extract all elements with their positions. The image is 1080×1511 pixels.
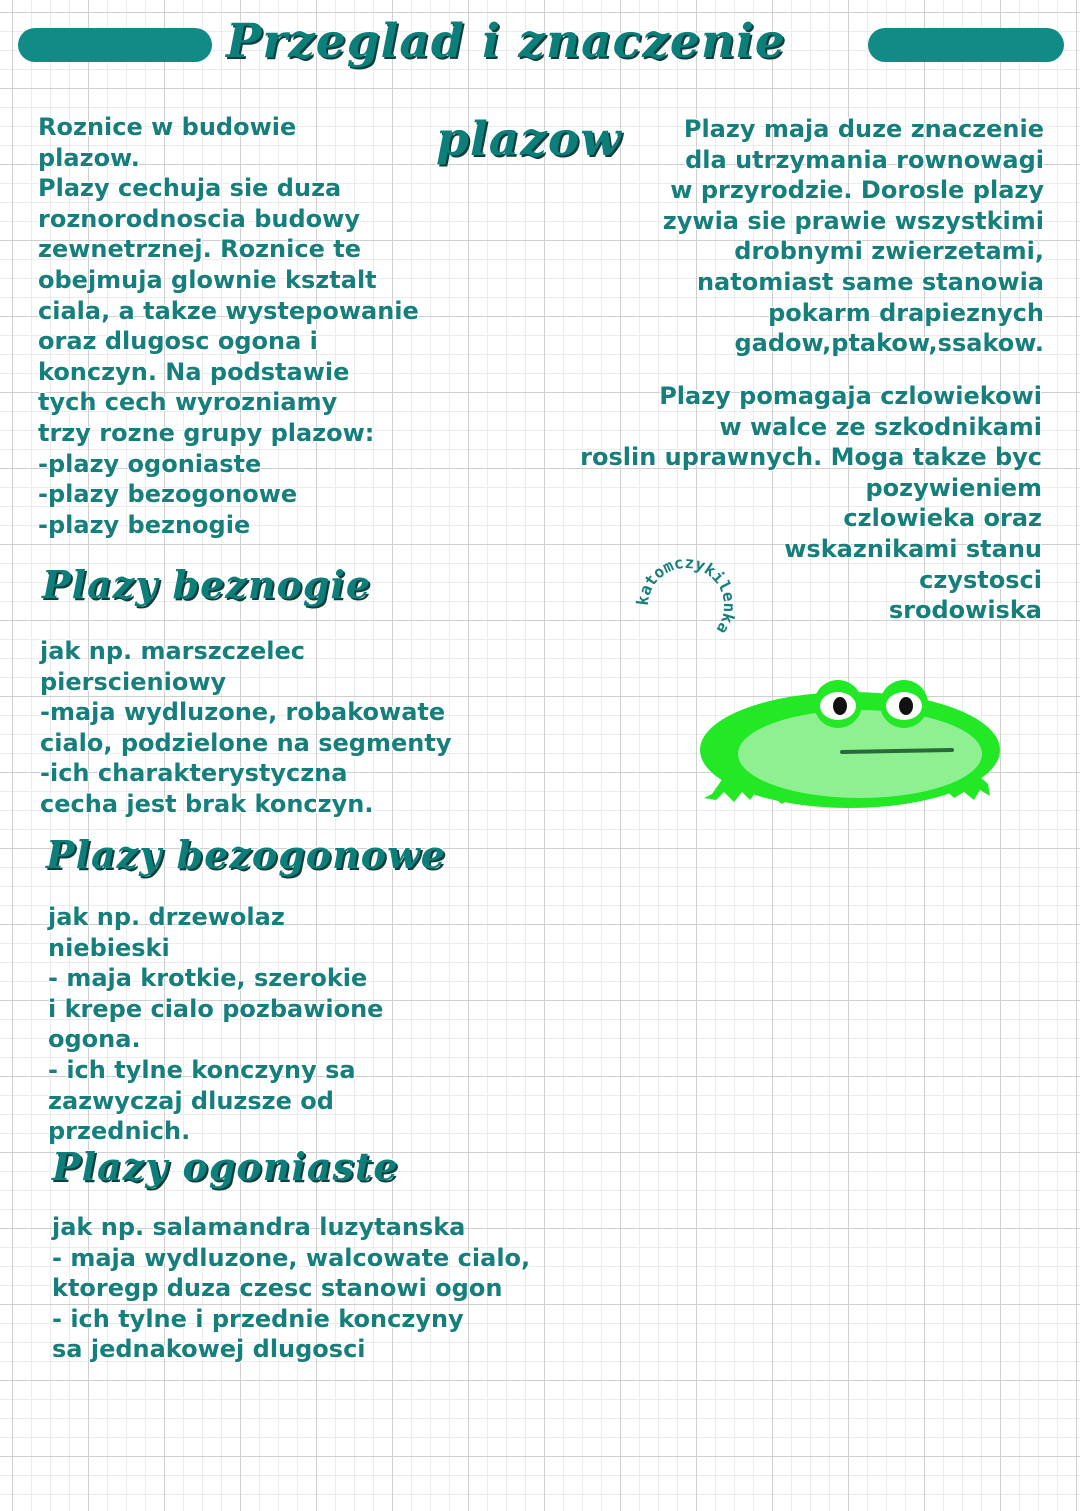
paragraph-line: czlowieka oraz — [843, 504, 1042, 533]
section-line: przednich. — [48, 1117, 191, 1146]
frog-belly — [738, 710, 982, 798]
section-line: -ich charakterystyczna — [40, 759, 348, 788]
intro-line: -plazy ogoniaste — [38, 449, 262, 478]
paragraph-line: srodowiska — [888, 596, 1042, 625]
paragraph-line: dla utrzymania rownowagi — [685, 145, 1044, 174]
section-line: niebieski — [48, 933, 170, 962]
section-line: sa jednakowej dlugosci — [52, 1335, 366, 1364]
section-line: jak np. marszczelec — [40, 637, 305, 665]
section-line: cecha jest brak konczyn. — [40, 789, 374, 818]
intro-line: Roznice w budowie — [38, 113, 297, 141]
intro-line: oraz dlugosc ogona i — [38, 327, 318, 356]
watermark-textpath: katomczykilenka — [632, 552, 740, 638]
paragraph-line: gadow,ptakow,ssakow. — [734, 329, 1044, 358]
importance-paragraph-1 — [663, 114, 1044, 359]
section-beznogie-text — [40, 636, 451, 820]
title-bar-right — [868, 28, 1064, 62]
intro-line: plazow. — [38, 143, 140, 172]
paragraph-line: natomiast same stanowia — [696, 267, 1044, 296]
section-line: pierscieniowy — [40, 667, 227, 696]
section-line: - ich tylne konczyny sa — [48, 1055, 356, 1084]
watermark-circle — [626, 546, 746, 666]
section-bezogonowe-text — [48, 902, 383, 1147]
paragraph-line: pokarm drapieznych — [768, 298, 1044, 327]
section-line: - ich tylne i przednie konczyny — [52, 1304, 464, 1333]
paragraph-line: zywia sie prawie wszystkimi — [662, 206, 1044, 235]
section-line: jak np. salamandra luzytanska — [52, 1213, 466, 1241]
paragraph-line: w walce ze szkodnikami — [719, 412, 1042, 441]
intro-text — [38, 112, 419, 540]
section-line: -maja wydluzone, robakowate — [40, 698, 446, 727]
page-title: Przeglad i znaczenie — [226, 14, 786, 69]
paragraph-line: Plazy maja duze znaczenie — [683, 115, 1044, 143]
paragraph-line: roslin uprawnych. Moga takze byc — [580, 443, 1042, 472]
section-line: - maja wydluzone, walcowate cialo, — [52, 1243, 531, 1272]
frog-icon — [690, 668, 1010, 818]
section-line: ogona. — [48, 1025, 141, 1054]
paragraph-line: Plazy pomagaja czlowiekowi — [659, 382, 1042, 410]
intro-line: zewnetrznej. Roznice te — [38, 235, 361, 264]
paragraph-line: czystosci — [919, 565, 1042, 594]
paragraph-line: drobnymi zwierzetami, — [734, 237, 1044, 266]
intro-line: tych cech wyrozniamy — [38, 388, 338, 417]
intro-line: konczyn. Na podstawie — [38, 357, 350, 386]
section-line: cialo, podzielone na segmenty — [40, 728, 452, 757]
intro-line: roznorodnoscia budowy — [38, 204, 360, 233]
section-line: ktoregp duza czesc stanowi ogon — [52, 1274, 503, 1303]
frog-mouth — [842, 750, 952, 752]
frog-pupil-right — [899, 697, 913, 715]
paragraph-line: wskaznikami stanu — [784, 534, 1042, 563]
paragraph-line: pozywieniem — [865, 473, 1042, 502]
intro-line: -plazy beznogie — [38, 510, 251, 539]
intro-line: ciala, a takze wystepowanie — [38, 296, 419, 325]
page-title-continued: plazow — [436, 112, 622, 167]
section-line: i krepe cialo pozbawione — [48, 994, 384, 1023]
section-line: - maja krotkie, szerokie — [48, 964, 368, 993]
heading-beznogie: Plazy beznogie — [42, 562, 372, 607]
section-ogoniaste-text — [52, 1212, 530, 1365]
title-bar-left — [18, 28, 212, 62]
intro-line: trzy rozne grupy plazow: — [38, 418, 375, 447]
section-line: jak np. drzewolaz — [48, 903, 285, 931]
intro-line: Plazy cechuja sie duza — [38, 174, 342, 203]
section-line: zazwyczaj dluzsze od — [48, 1086, 334, 1115]
intro-line: obejmuja glownie ksztalt — [38, 265, 377, 294]
paragraph-line: w przyrodzie. Dorosle plazy — [670, 176, 1044, 205]
watermark-text — [633, 553, 739, 638]
intro-line: -plazy bezogonowe — [38, 480, 298, 509]
heading-ogoniaste: Plazy ogoniaste — [52, 1144, 399, 1189]
heading-bezogonowe: Plazy bezogonowe — [46, 832, 446, 877]
frog-pupil-left — [833, 697, 847, 715]
